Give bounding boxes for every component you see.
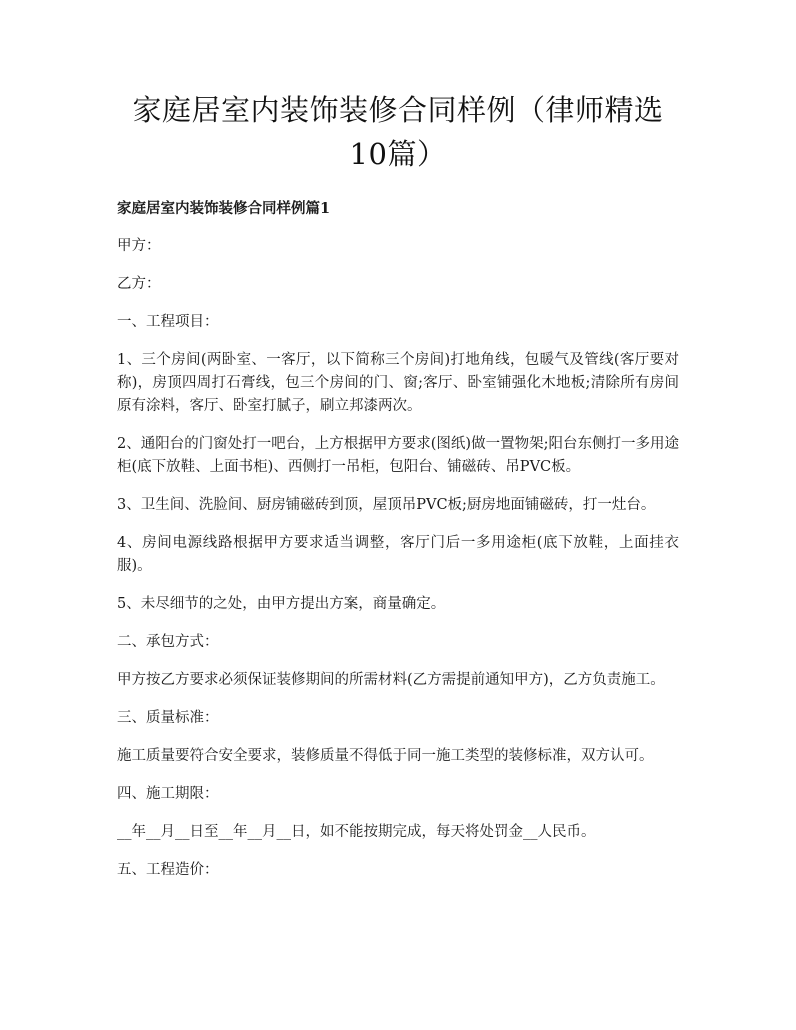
clause-item-1: 1、三个房间(两卧室、一客厅，以下简称三个房间)打地角线，包暖气及管线(客厅要对称)，房顶四周打石膏线，包三个房间的门、窗;客厅、卧室铺强化木地板;清除所有房间原有涂料，客厅、卧室打腻子，刷立邦漆两次。 <box>117 352 679 414</box>
party-a-line: 甲方： <box>117 238 161 254</box>
clause-item-5: 5、未尽细节的之处，由甲方提出方案，商量确定。 <box>117 596 446 612</box>
clause-heading-project: 一、工程项目： <box>117 314 219 330</box>
clause-heading-schedule: 四、施工期限： <box>117 786 219 802</box>
clause-item-2: 2、通阳台的门窗处打一吧台，上方根据甲方要求(图纸)做一置物架;阳台东侧打一多用途柜(底下放鞋、上面书柜)、西侧打一吊柜，包阳台、铺磁砖、吊PVC板。 <box>117 436 679 475</box>
clause-heading-cost: 五、工程造价： <box>117 862 219 878</box>
clause-item-4: 4、房间电源线路根据甲方要求适当调整，客厅门后一多用途柜(底下放鞋，上面挂衣服)。 <box>117 535 679 574</box>
party-b-line: 乙方： <box>117 276 161 292</box>
clause-body-contract-method: 甲方按乙方要求必须保证装修期间的所需材料(乙方需提前通知甲方)，乙方负责施工。 <box>117 672 665 688</box>
document-title: 家庭居室内装饰装修合同样例（律师精选10篇） <box>132 93 664 171</box>
clause-body-quality: 施工质量要符合安全要求，装修质量不得低于同一施工类型的装修标准，双方认可。 <box>117 748 654 764</box>
clause-heading-contract-method: 二、承包方式： <box>117 634 219 650</box>
clause-heading-quality: 三、质量标准： <box>117 710 219 726</box>
clause-body-schedule: __年__月__日至__年__月__日，如不能按期完成，每天将处罚金__人民币。 <box>117 824 596 840</box>
section-heading: 家庭居室内装饰装修合同样例篇1 <box>117 200 331 217</box>
clause-item-3: 3、卫生间、洗脸间、厨房铺磁砖到顶，屋顶吊PVC板;厨房地面铺磁砖，打一灶台。 <box>117 497 656 513</box>
